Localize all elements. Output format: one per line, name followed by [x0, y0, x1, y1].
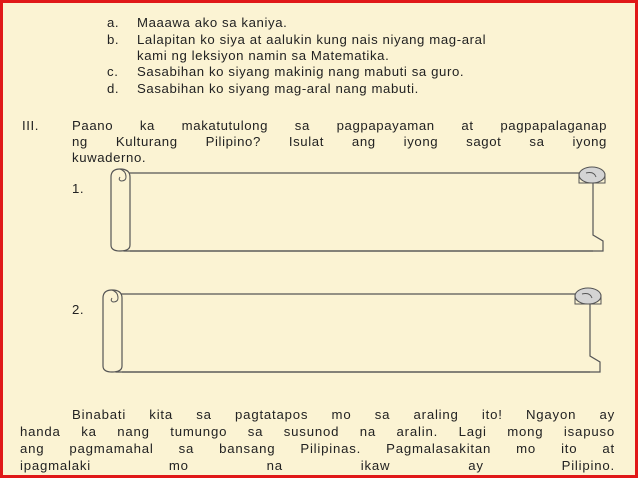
choice-a [107, 15, 607, 31]
closing-line-4: ipagmalaki mo na ikaw ay Pilipino. [20, 458, 615, 473]
question-line-2: ng Kulturang Pilipino? Isulat ang iyong sagot sa iyong [72, 134, 607, 149]
choice-c [107, 64, 607, 80]
choice-b [107, 32, 607, 64]
answer-1-scroll[interactable] [108, 163, 608, 259]
question-number: III. [22, 118, 40, 133]
question-text [72, 118, 607, 166]
question-line-3: kuwaderno. [72, 150, 147, 165]
choice-d-text: Sasabihan ko siyang mag-aral nang mabuti. [137, 81, 419, 96]
scroll-2-right-curl [575, 288, 601, 304]
closing-line-3: ang pagmamahal sa bansang Pilipinas. Pagmalasakitan mo ito at [20, 441, 615, 456]
choice-d-letter: d. [107, 81, 120, 96]
answer-2-label: 2. [72, 302, 85, 317]
choice-d [107, 81, 607, 97]
choice-b-letter: b. [107, 32, 120, 47]
choice-c-text: Sasabihan ko siyang makinig nang mabuti sa guro. [137, 64, 465, 79]
question-line-1: Paano ka makatutulong sa pagpapayaman at pagpapalaganap [72, 118, 607, 133]
choice-b-text [137, 32, 607, 64]
answer-2-scroll[interactable] [100, 284, 605, 380]
choice-b-line-1: Lalapitan ko siya at aalukin kung nais niyang mag-aral [137, 32, 487, 47]
choice-a-text: Maaawa ako sa kaniya. [137, 15, 288, 30]
choice-c-letter: c. [107, 64, 119, 79]
closing-line-1: Binabati kita sa pagtatapos mo sa araling ito! Ngayon ay [72, 407, 615, 422]
choice-a-letter: a. [107, 15, 120, 30]
answer-1-label: 1. [72, 181, 85, 196]
closing-paragraph [20, 406, 615, 474]
choice-b-line-2: kami ng leksiyon namin sa Matematika. [137, 48, 390, 63]
scroll-1-body [124, 173, 603, 251]
closing-line-2: handa ka nang tumungo sa susunod na aralin. Lagi mong isapuso [20, 424, 615, 439]
scroll-1-right-curl [579, 167, 605, 183]
scroll-2-body [116, 294, 600, 372]
